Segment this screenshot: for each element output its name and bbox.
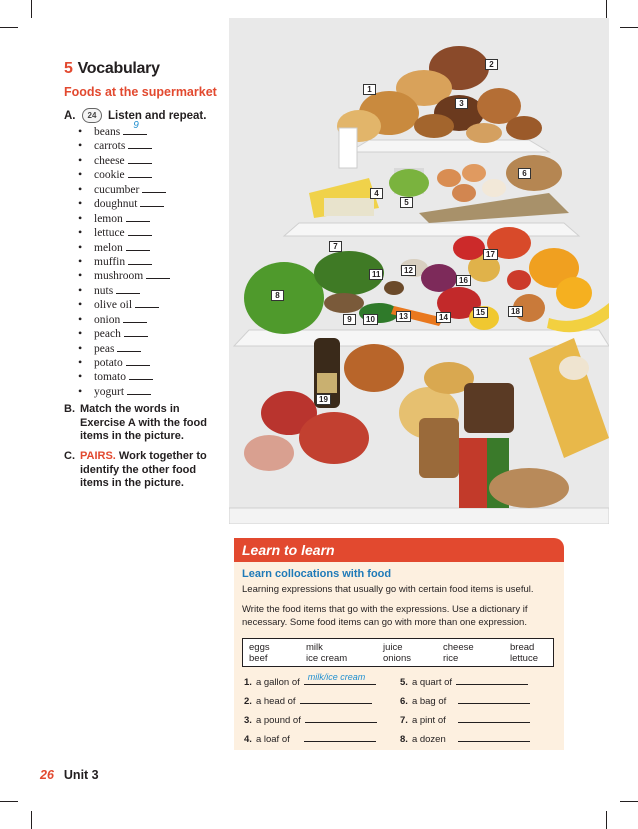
vocab-word: doughnut — [94, 198, 138, 211]
list-item: • melon — [78, 240, 170, 254]
unit-label: Unit 3 — [63, 768, 99, 782]
word-box-item: rice — [443, 653, 459, 664]
collocation-blank[interactable] — [458, 713, 530, 723]
list-item: • peach — [78, 326, 170, 340]
answer-blank[interactable] — [117, 342, 141, 352]
learn-to-learn-intro: Learning expressions that usually go with certain food items is useful. — [242, 584, 534, 595]
page-footer — [40, 768, 99, 782]
word-box-item: eggs — [249, 642, 270, 653]
answer-blank[interactable] — [123, 313, 147, 323]
vocab-word: peach — [94, 328, 121, 341]
crop-mark — [31, 811, 32, 829]
vocab-word: lettuce — [94, 227, 125, 240]
collocation-blank[interactable] — [456, 675, 528, 685]
list-item: • mushroom — [78, 268, 170, 282]
vocab-word: mushroom — [94, 270, 144, 283]
crop-mark — [606, 0, 607, 18]
word-box-item: onions — [383, 653, 411, 664]
collocation-phrase: a quart of — [411, 677, 453, 688]
list-item: • cookie — [78, 167, 170, 181]
answer-blank[interactable] — [142, 183, 166, 193]
word-box-item: juice — [383, 642, 403, 653]
answer-blank[interactable] — [126, 212, 150, 222]
list-item: • olive oil — [78, 297, 170, 311]
collocation-phrase: a gallon of — [255, 677, 300, 688]
vocab-word: cheese — [94, 154, 125, 167]
crop-mark — [31, 0, 32, 18]
photo-label-14: 14 — [436, 312, 451, 323]
answer-blank[interactable] — [135, 298, 159, 308]
vocab-word: lemon — [94, 212, 123, 225]
list-item: • peas — [78, 341, 170, 355]
crop-mark — [620, 27, 638, 28]
exercise-b-letter: B. — [64, 403, 75, 415]
answer-blank[interactable] — [123, 120, 147, 135]
answer-blank[interactable] — [116, 284, 140, 294]
collocation-phrase: a dozen — [411, 734, 446, 745]
list-item: • muffin — [78, 254, 170, 268]
list-item: • nuts — [78, 283, 170, 297]
vocab-word: peas — [94, 342, 115, 355]
collocation-answer: milk/ice cream — [307, 672, 366, 682]
collocation-blank[interactable] — [458, 694, 530, 704]
food-pyramid-photo — [229, 18, 609, 524]
exercise-c-letter: C. — [64, 450, 75, 462]
collocation-phrase: a head of — [255, 696, 296, 707]
collocation-number: 6. — [400, 696, 408, 707]
collocation-number: 3. — [244, 715, 252, 726]
vocab-word: cookie — [94, 169, 125, 182]
exercise-c — [64, 450, 224, 491]
learn-to-learn-box — [234, 538, 564, 750]
answer-blank[interactable] — [128, 255, 152, 265]
word-box-item: bread — [510, 642, 535, 653]
photo-label-13: 13 — [396, 311, 411, 322]
crop-mark — [0, 27, 18, 28]
photo-label-18: 18 — [508, 306, 523, 317]
vocab-word: cucumber — [94, 183, 140, 196]
answer-blank[interactable] — [129, 370, 153, 380]
list-item: • yogurt — [78, 384, 170, 398]
exercise-c-text: Work together to identify the other food items in the picture. — [80, 450, 207, 489]
collocation-item — [400, 675, 528, 688]
collocation-item — [400, 732, 530, 745]
vocab-word: nuts — [94, 284, 114, 297]
photo-label-17: 17 — [483, 249, 498, 260]
photo-label-11: 11 — [369, 269, 383, 280]
collocation-blank[interactable] — [300, 694, 372, 704]
list-item: • beans 9 — [78, 124, 170, 138]
photo-label-9: 9 — [343, 314, 356, 325]
vocab-word: onion — [94, 313, 121, 326]
exercise-c-keyword: PAIRS. — [80, 450, 116, 462]
answer-blank[interactable] — [126, 356, 150, 366]
collocation-number: 1. — [244, 677, 252, 688]
answer-blank[interactable] — [128, 154, 152, 164]
collocation-item — [244, 694, 372, 707]
list-item: • potato — [78, 355, 170, 369]
vocab-word: carrots — [94, 140, 126, 153]
collocation-item — [244, 713, 377, 726]
collocation-number: 5. — [400, 677, 408, 688]
photo-label-15: 15 — [473, 307, 488, 318]
vocab-word: beans — [94, 126, 121, 138]
collocation-number: 4. — [244, 734, 252, 745]
answer-blank[interactable] — [128, 226, 152, 236]
answer-blank[interactable] — [128, 168, 152, 178]
collocation-item — [244, 672, 376, 688]
answer-blank[interactable] — [124, 327, 148, 337]
answer-blank[interactable] — [127, 385, 151, 395]
answer-blank[interactable] — [146, 269, 170, 279]
vocab-word: tomato — [94, 371, 126, 384]
audio-track-badge[interactable]: 24 — [82, 108, 102, 123]
list-item: • lemon — [78, 211, 170, 225]
vocab-word: melon — [94, 241, 123, 254]
collocation-blank[interactable] — [458, 732, 530, 742]
word-box-item: beef — [249, 653, 268, 664]
food-shelves-illustration — [229, 18, 609, 524]
photo-label-12: 12 — [401, 265, 416, 276]
vocabulary-list — [78, 120, 170, 398]
photo-label-6: 6 — [518, 168, 531, 179]
collocation-item — [244, 732, 376, 745]
answer-blank[interactable] — [126, 241, 150, 251]
collocation-blank[interactable] — [305, 713, 377, 723]
collocation-number: 7. — [400, 715, 408, 726]
collocation-phrase: a pint of — [411, 715, 446, 726]
photo-label-8: 8 — [271, 290, 284, 301]
photo-label-2: 2 — [485, 59, 498, 70]
list-item: • doughnut — [78, 196, 170, 210]
answer-blank[interactable] — [140, 197, 164, 207]
section-subtitle: Foods at the supermarket — [64, 85, 217, 99]
vocab-word: potato — [94, 357, 123, 369]
exercise-a-letter: A. — [64, 109, 76, 122]
list-item: • tomato — [78, 369, 170, 383]
word-box — [242, 638, 554, 667]
list-item: • onion — [78, 312, 170, 326]
collocation-phrase: a loaf of — [255, 734, 290, 745]
collocation-item — [400, 694, 530, 707]
exercise-b — [64, 403, 224, 444]
photo-label-5: 5 — [400, 197, 413, 208]
word-box-item: milk — [306, 642, 323, 653]
collocation-blank[interactable] — [304, 672, 376, 685]
section-number: 5 — [64, 60, 73, 77]
list-item: • carrots — [78, 138, 170, 152]
exercise-b-text: Match the words in Exercise A with the food items in the picture. — [80, 403, 207, 442]
crop-mark — [606, 811, 607, 829]
crop-mark — [0, 801, 18, 802]
collocation-number: 2. — [244, 696, 252, 707]
photo-label-16: 16 — [456, 275, 471, 286]
collocation-item — [400, 713, 530, 726]
photo-label-4: 4 — [370, 188, 383, 199]
list-item: • cheese — [78, 153, 170, 167]
word-box-item: ice cream — [306, 653, 348, 664]
photo-label-19: 19 — [316, 394, 331, 405]
answer-text: 9 — [133, 120, 139, 131]
section-title-text: Vocabulary — [77, 60, 160, 77]
crop-mark — [620, 801, 638, 802]
photo-label-3: 3 — [455, 98, 468, 109]
collocation-blank[interactable] — [304, 732, 376, 742]
learn-to-learn-instructions: Write the food items that go with the expressions. Use a dictionary if necessary. Some food items can go with more than one expression. — [242, 604, 528, 628]
list-item: • lettuce — [78, 225, 170, 239]
collocation-number: 8. — [400, 734, 408, 745]
page-number: 26 — [40, 768, 54, 782]
list-item: • cucumber — [78, 182, 170, 196]
photo-label-1: 1 — [363, 84, 376, 95]
collocation-phrase: a pound of — [255, 715, 301, 726]
learn-to-learn-title: Learn to learn — [234, 538, 564, 562]
word-box-item: cheese — [443, 642, 474, 653]
collocation-phrase: a bag of — [411, 696, 447, 707]
photo-label-7: 7 — [329, 241, 342, 252]
vocab-word: yogurt — [94, 385, 125, 398]
photo-label-10: 10 — [363, 314, 378, 325]
answer-blank[interactable] — [128, 139, 152, 149]
word-box-item: lettuce — [510, 653, 538, 664]
vocab-word: olive oil — [94, 299, 133, 312]
section-title — [64, 60, 160, 78]
exercise-a-instruction: Listen and repeat. — [108, 109, 207, 122]
vocab-word: muffin — [94, 255, 126, 268]
learn-to-learn-subtitle: Learn collocations with food — [242, 568, 392, 580]
